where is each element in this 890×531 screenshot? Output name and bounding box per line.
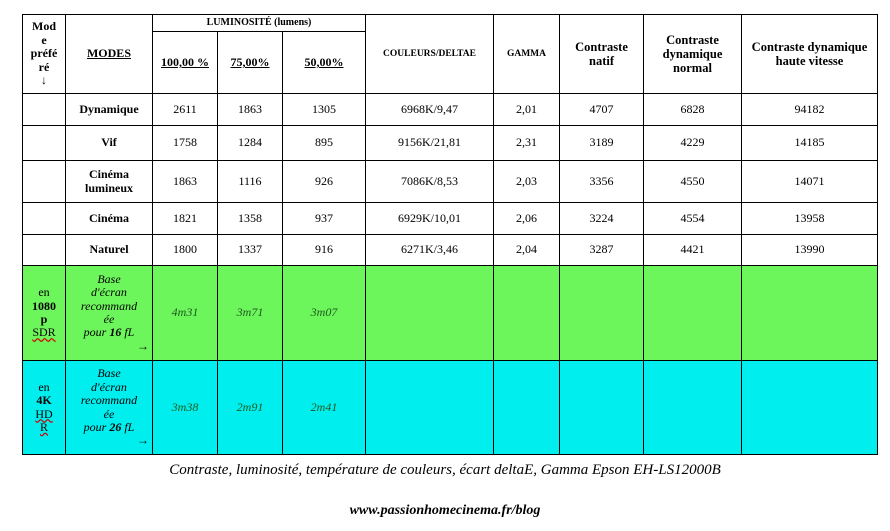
empty-cell — [23, 94, 66, 126]
mode-name: Cinéma — [66, 203, 153, 235]
hdr-time-50: 2m41 — [283, 361, 366, 455]
contraste-haute: 94182 — [742, 94, 878, 126]
contraste-natif: 4707 — [560, 94, 644, 126]
source-url: www.passionhomecinema.fr/blog — [349, 503, 541, 518]
sdr-time-100: 4m31 — [153, 266, 218, 361]
contraste-dyn: 4229 — [644, 126, 742, 161]
header-row-1 — [23, 15, 878, 32]
sdr-time-50: 3m07 — [283, 266, 366, 361]
lum-100: 1863 — [153, 161, 218, 203]
header-pct-75: 75,00% — [218, 32, 283, 94]
lum-100: 1758 — [153, 126, 218, 161]
hdr-note: Base d'écran recommand ée pour 26 fL → — [66, 361, 153, 455]
header-pct-50: 50,00% — [283, 32, 366, 94]
empty-cell — [494, 266, 560, 361]
couleur-delta: 7086K/8,53 — [366, 161, 494, 203]
mode-name: Naturel — [66, 235, 153, 266]
gamma: 2,01 — [494, 94, 560, 126]
lum-75: 1358 — [218, 203, 283, 235]
table-row — [23, 94, 878, 126]
lum-50: 926 — [283, 161, 366, 203]
couleur-delta: 6271K/3,46 — [366, 235, 494, 266]
empty-cell — [366, 266, 494, 361]
table-row — [23, 235, 878, 266]
empty-cell — [494, 361, 560, 455]
empty-cell — [560, 266, 644, 361]
contraste-natif: 3356 — [560, 161, 644, 203]
empty-cell — [742, 266, 878, 361]
lum-100: 1800 — [153, 235, 218, 266]
sdr-row — [23, 266, 878, 361]
hdr-time-100: 3m38 — [153, 361, 218, 455]
contraste-dyn: 4550 — [644, 161, 742, 203]
header-gamma: GAMMA — [494, 15, 560, 94]
contraste-dyn: 4554 — [644, 203, 742, 235]
sdr-note: Base d'écran recommand ée pour 16 fL → — [66, 266, 153, 361]
header-contraste-dyn-haute: Contraste dynamique haute vitesse — [742, 15, 878, 94]
lum-100: 1821 — [153, 203, 218, 235]
figure-caption: Contraste, luminosité, température de couleurs, écart deltaE, Gamma Epson EH-LS12000B — [169, 462, 721, 478]
sdr-label: en 1080 p SDR — [23, 266, 66, 361]
hdr-label: en 4K HD R — [23, 361, 66, 455]
contraste-dyn: 6828 — [644, 94, 742, 126]
empty-cell — [366, 361, 494, 455]
couleur-delta: 6929K/10,01 — [366, 203, 494, 235]
lum-75: 1863 — [218, 94, 283, 126]
mode-name: Dynamique — [66, 94, 153, 126]
contraste-haute: 14185 — [742, 126, 878, 161]
lum-75: 1337 — [218, 235, 283, 266]
gamma: 2,03 — [494, 161, 560, 203]
lum-50: 916 — [283, 235, 366, 266]
empty-cell — [644, 266, 742, 361]
empty-cell — [23, 161, 66, 203]
header-modes: MODES — [66, 15, 153, 94]
gamma: 2,04 — [494, 235, 560, 266]
header-luminosite: LUMINOSITÉ (lumens) — [153, 15, 366, 32]
lum-50: 895 — [283, 126, 366, 161]
table-row — [23, 126, 878, 161]
mode-name: Cinéma lumineux — [66, 161, 153, 203]
gamma: 2,31 — [494, 126, 560, 161]
lum-75: 1116 — [218, 161, 283, 203]
sdr-time-75: 3m71 — [218, 266, 283, 361]
lum-100: 2611 — [153, 94, 218, 126]
hdr-row — [23, 361, 878, 455]
arrow-right-icon: → — [137, 338, 149, 353]
contraste-haute: 14071 — [742, 161, 878, 203]
table-row — [23, 161, 878, 203]
header-pct-100: 100,00 % — [153, 32, 218, 94]
contraste-natif: 3224 — [560, 203, 644, 235]
mode-name: Vif — [66, 126, 153, 161]
measurements-table — [22, 14, 878, 455]
hdr-time-75: 2m91 — [218, 361, 283, 455]
couleur-delta: 6968K/9,47 — [366, 94, 494, 126]
contraste-natif: 3189 — [560, 126, 644, 161]
empty-cell — [23, 235, 66, 266]
empty-cell — [644, 361, 742, 455]
header-contraste-dyn-normal: Contraste dynamique normal — [644, 15, 742, 94]
contraste-natif: 3287 — [560, 235, 644, 266]
empty-cell — [742, 361, 878, 455]
table-row — [23, 203, 878, 235]
header-mode-prefere: Mod e préfé ré ↓ — [23, 15, 66, 94]
empty-cell — [23, 203, 66, 235]
empty-cell — [560, 361, 644, 455]
header-contraste-natif: Contraste natif — [560, 15, 644, 94]
empty-cell — [23, 126, 66, 161]
arrow-right-icon: → — [137, 433, 149, 448]
contraste-dyn: 4421 — [644, 235, 742, 266]
lum-75: 1284 — [218, 126, 283, 161]
lum-50: 937 — [283, 203, 366, 235]
gamma: 2,06 — [494, 203, 560, 235]
header-couleurs: COULEURS/DELTAE — [366, 15, 494, 94]
couleur-delta: 9156K/21,81 — [366, 126, 494, 161]
lum-50: 1305 — [283, 94, 366, 126]
contraste-haute: 13990 — [742, 235, 878, 266]
contraste-haute: 13958 — [742, 203, 878, 235]
